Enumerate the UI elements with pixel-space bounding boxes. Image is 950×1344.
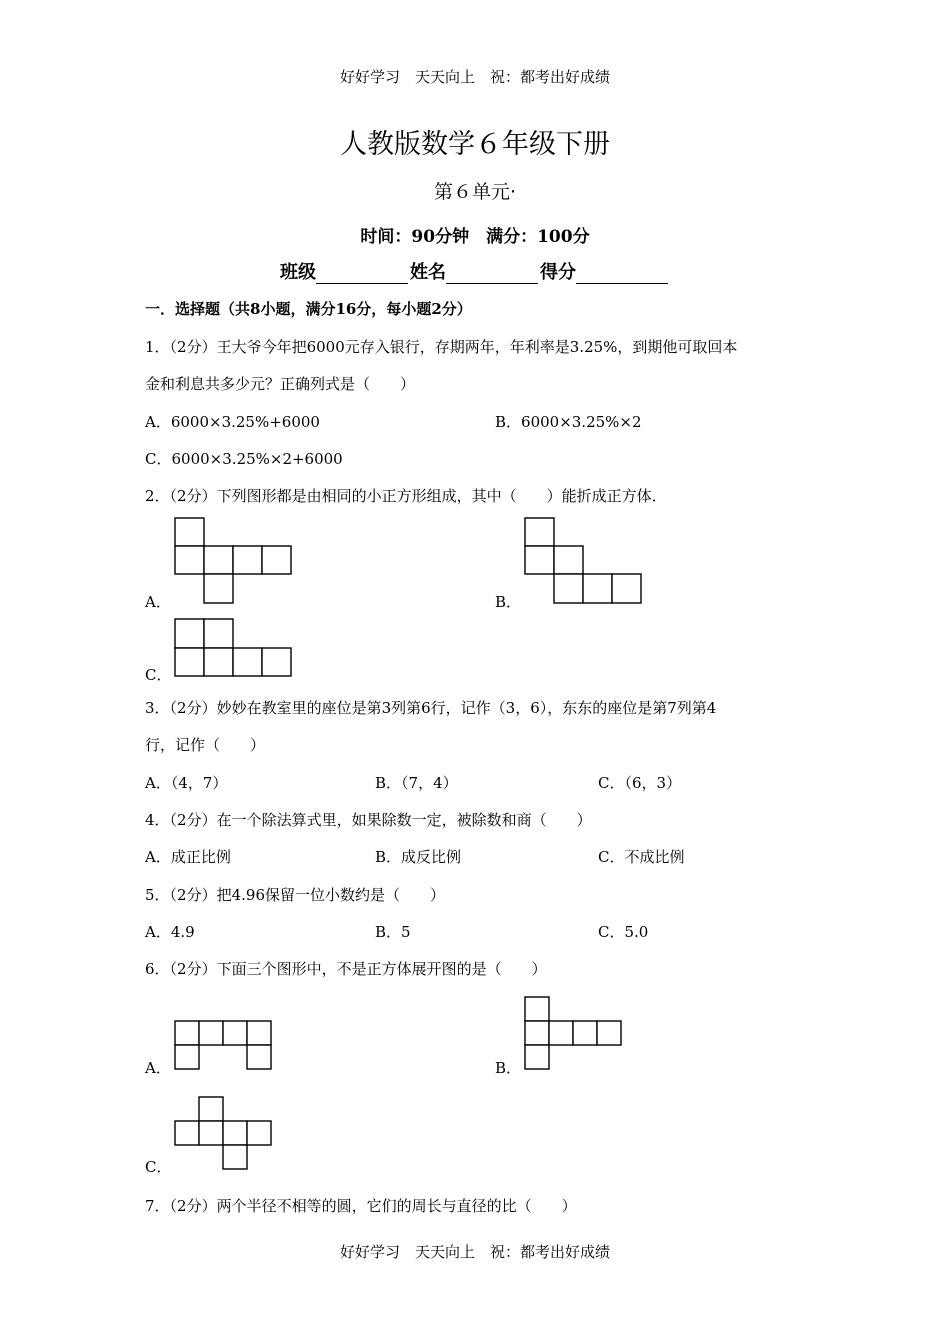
question-5-option-b[interactable]: B．5 [375, 923, 411, 941]
question-3-line-1: 3．（2分）妙妙在教室里的座位是第3列第6行，记作（3，6），东东的座位是第7列第4 [145, 699, 717, 717]
score-blank[interactable] [576, 265, 668, 284]
question-1-line-2: 金和利息共多少元？正确列式是（ ） [145, 375, 416, 393]
question-6-option-a[interactable]: A． [145, 1059, 171, 1077]
question-6-net-a [175, 1021, 272, 1070]
question-1-option-a[interactable]: A．6000×3.25%+6000 [145, 413, 320, 431]
name-label: 姓名 [410, 262, 446, 283]
question-6-option-c[interactable]: C． [145, 1158, 172, 1176]
question-2-net-a [175, 518, 291, 604]
question-4-option-c[interactable]: C．不成比例 [598, 848, 685, 866]
student-fields [0, 258, 950, 284]
question-2-line-1: 2．（2分）下列图形都是由相同的小正方形组成，其中（ ）能折成正方体． [145, 487, 667, 505]
section-heading: 一．选择题（共8小题，满分16分，每小题2分） [145, 300, 472, 318]
question-5-line-1: 5．（2分）把4.96保留一位小数约是（ ） [145, 886, 445, 904]
page-subtitle: 第６单元· [433, 181, 517, 203]
class-blank[interactable] [316, 265, 408, 284]
question-4-option-b[interactable]: B．成反比例 [375, 848, 462, 866]
question-4-option-a[interactable]: A．成正比例 [145, 848, 231, 866]
question-2-net-c [175, 619, 291, 677]
question-2-option-a[interactable]: A． [145, 593, 171, 611]
question-5-option-a[interactable]: A．4.9 [145, 923, 195, 941]
question-3-option-b[interactable]: B．（7，4） [375, 774, 458, 792]
question-6-line-1: 6．（2分）下面三个图形中，不是正方体展开图的是（ ） [145, 960, 547, 978]
question-2-net-b [525, 518, 641, 604]
page-title: 人教版数学６年级下册 [340, 129, 610, 160]
question-6-net-b [525, 997, 622, 1070]
question-2-option-c[interactable]: C． [145, 666, 172, 684]
question-1-line-1: 1．（2分）王大爷今年把6000元存入银行，存期两年，年利率是3.25%，到期他可取回本 [145, 338, 738, 356]
question-3-line-2: 行，记作（ ） [145, 736, 266, 754]
question-2-option-b[interactable]: B． [495, 593, 522, 611]
question-1-option-b[interactable]: B．6000×3.25%×2 [495, 413, 642, 431]
score-label: 得分 [540, 262, 576, 283]
question-1-option-c[interactable]: C．6000×3.25%×2+6000 [145, 450, 343, 468]
question-5-option-c[interactable]: C．5.0 [598, 923, 649, 941]
page-footer: 好好学习 天天向上 祝：都考出好成绩 [339, 1243, 610, 1261]
question-7-line-1: 7．（2分）两个半径不相等的圆，它们的周长与直径的比（ ） [145, 1197, 577, 1215]
class-label: 班级 [280, 262, 316, 283]
page-header: 好好学习 天天向上 祝：都考出好成绩 [339, 68, 610, 86]
exam-info: 时间：90分钟 满分：100分 [360, 227, 590, 247]
question-6-net-c [175, 1097, 272, 1170]
question-4-line-1: 4．（2分）在一个除法算式里，如果除数一定，被除数和商（ ） [145, 811, 592, 829]
question-3-option-a[interactable]: A．（4，7） [145, 774, 228, 792]
question-6-option-b[interactable]: B． [495, 1059, 522, 1077]
question-3-option-c[interactable]: C．（6，3） [598, 774, 682, 792]
name-blank[interactable] [446, 265, 538, 284]
